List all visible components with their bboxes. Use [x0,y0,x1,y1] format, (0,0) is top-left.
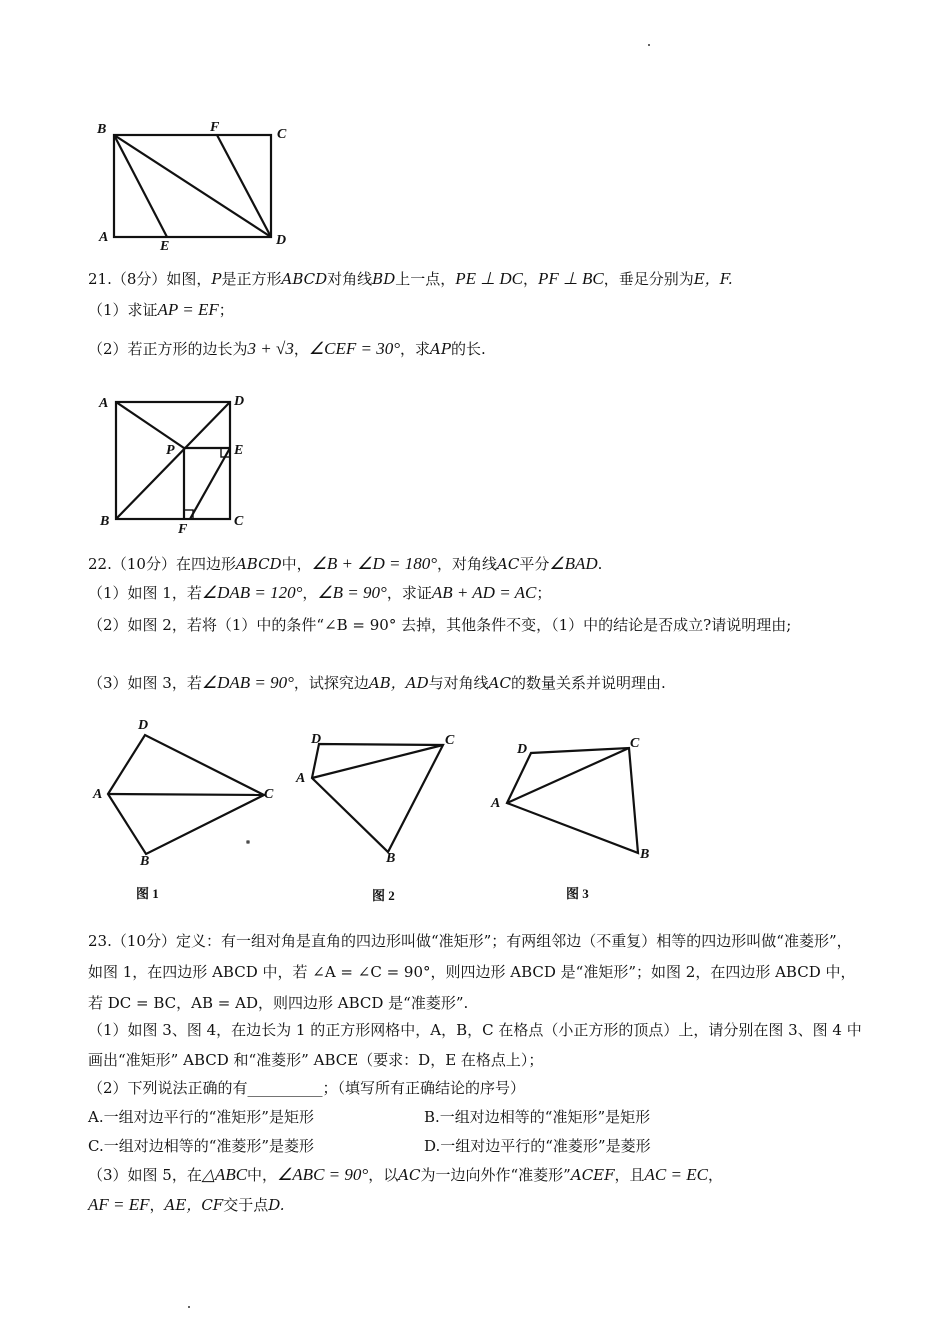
q22-part-2: （2）如图 2，若将（1）中的条件“∠B = 90° 去掉，其他条件不变，（1）中的结论是否成立?请说明理由; [88,616,792,634]
label-c: C [630,736,640,751]
segment-be [114,135,167,237]
diagonal-bd [114,135,271,237]
label-a: A [99,230,109,245]
quad-adcb [312,744,443,852]
option-b: B.一组对边相等的“准矩形”是矩形 [424,1108,651,1126]
figure-2 [295,732,455,903]
label-a: A [296,771,306,786]
q22-part-1: （1）如图 1，若∠DAB = 120°，∠B = 90°，求证AB + AD = AC； [88,583,552,602]
q23-part-3: （3）如图 5，在△ABC中，∠ABC = 90°，以AC为一边向外作“准菱形”ACEF，且AC = EC， [88,1165,723,1184]
speck [247,841,249,843]
figure-square-abcd [0,380,950,540]
label-e: E [160,239,170,254]
speck [188,1306,190,1308]
label-p: P [166,443,175,458]
figure-3 [490,736,649,901]
q23-options-row-1 [88,1106,864,1128]
figure-1 [92,718,274,901]
diagonal-ac [108,794,264,795]
q23-part-2: （2）下列说法正确的有__________；（填写所有正确结论的序号） [88,1079,526,1097]
option-a: A.一组对边平行的“准矩形”是矩形 [88,1108,314,1126]
label-d: D [311,732,322,747]
label-a: A [99,396,109,411]
label-f: F [210,120,220,135]
label-a: A [93,787,103,802]
caption-fig-1: 图 1 [136,886,159,901]
label-c: C [234,514,244,529]
label-f: F [178,522,188,537]
label-c: C [264,787,274,802]
label-b: B [100,514,110,529]
label-d: D [517,742,528,757]
option-c: C.一组对边相等的“准菱形”是菱形 [88,1137,315,1155]
label-b: B [386,851,396,866]
label-d: D [138,718,149,733]
label-b: B [140,854,150,869]
option-d: D.一组对边平行的“准菱形”是菱形 [424,1137,651,1155]
q23-part-1: （1）如图 3、图 4，在边长为 1 的正方形网格中，A，B，C 在格点（小正方形的顶点）上，请分别在图 3、图 4 中画出“准矩形” ABCD 和“准菱形” ABCE（要求：D，E 在格点上）； [88,1021,862,1069]
caption-fig-2: 图 2 [372,888,395,903]
q21-statement: 21.（8分）如图，P是正方形ABCD对角线BD上一点，PE ⊥ DC，PF ⊥ BC，垂足分别为E，F. [88,269,733,288]
caption-fig-3: 图 3 [566,886,589,901]
segment-ap [116,402,184,448]
quad-adcb [507,748,638,853]
label-d: D [276,233,287,248]
label-e: E [234,443,244,458]
q21-part-1: （1）求证AP = EF； [88,300,234,319]
label-c: C [445,733,455,748]
q22-statement: 22.（10分）在四边形ABCD中，∠B + ∠D = 180°，对角线AC平分∠BAD. [88,554,603,573]
label-b: B [97,122,107,137]
label-a: A [491,796,501,811]
label-c: C [277,127,287,142]
segment-fd [217,135,271,237]
q22-part-3: （3）如图 3，若∠DAB = 90°，试探究边AB，AD与对角线AC的数量关系并说明理由. [88,673,666,692]
q21-part-2: （2）若正方形的边长为3 + √3，∠CEF = 30°，求AP的长. [88,339,486,358]
label-b: B [640,847,650,862]
diagonal-bd [116,402,230,519]
answer-blank[interactable]: __________ [247,1079,323,1097]
diagonal-ac [312,745,443,778]
figure-rectangle-bcda [0,0,950,260]
q23-definition: 23.（10分）定义：有一组对角是直角的四边形叫做“准矩形”；有两组邻边（不重复）相等的四边形叫做“准菱形”，如图 1，在四边形 ABCD 中，若 ∠A = ∠C = 90°，则四边形 ABCD 是“准矩形”；如图 2，在四边形 ABCD 中，若 DC = BC，AB = AD，则四边形 ABCD 是“准菱形”. [88,932,856,1012]
q23-part-3-cont: AF = EF，AE，CF交于点D. [88,1195,285,1214]
label-d: D [234,394,245,409]
q23-options-row-2 [88,1135,864,1157]
figures-q22 [0,700,950,910]
segment-ef [190,448,230,519]
